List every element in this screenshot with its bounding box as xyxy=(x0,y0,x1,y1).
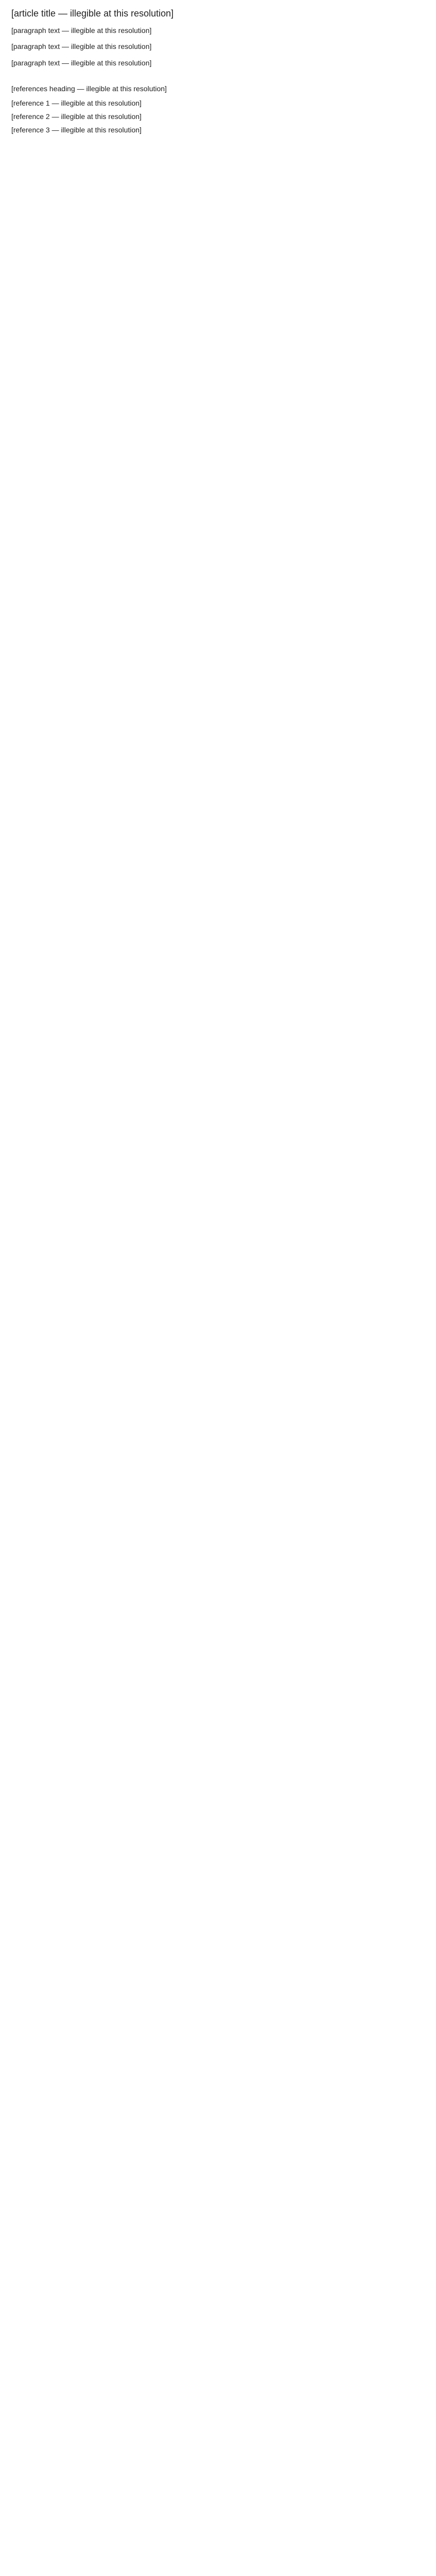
references-heading: [references heading — illegible at this resolution] xyxy=(11,84,167,93)
body-paragraph: [paragraph text — illegible at this resolution] xyxy=(11,59,152,67)
reference-item: [reference 3 — illegible at this resolution] xyxy=(11,125,142,134)
reference-item: [reference 2 — illegible at this resolution] xyxy=(11,112,142,121)
document-page xyxy=(0,0,436,159)
body-paragraph: [paragraph text — illegible at this resolution] xyxy=(11,26,152,35)
article-body xyxy=(11,26,425,69)
page-title: [article title — illegible at this resolution] xyxy=(11,8,174,19)
reference-item: [reference 1 — illegible at this resolution] xyxy=(11,99,142,108)
references-list xyxy=(11,98,425,135)
body-paragraph: [paragraph text — illegible at this resolution] xyxy=(11,42,152,51)
